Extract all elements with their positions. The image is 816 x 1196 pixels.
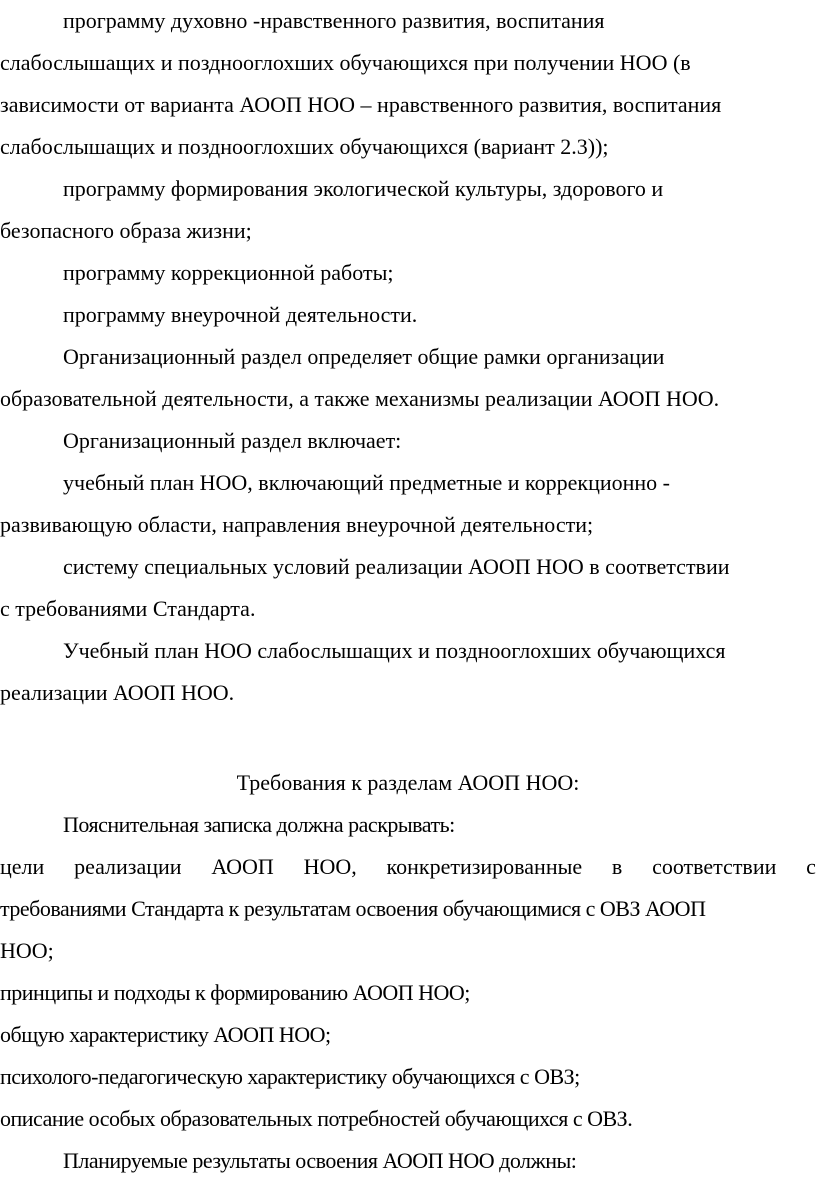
paragraph-line: Организационный раздел включает: — [63, 428, 402, 453]
section-heading: Требования к разделам АООП НОО: — [236, 770, 580, 795]
list-item: описание особых образовательных потребностей обучающихся с ОВЗ. — [0, 1106, 633, 1131]
paragraph-line: Учебный план НОО слабослышащих и позднооглохших обучающихся — [63, 638, 726, 663]
paragraph-line: программу духовно -нравственного развития, воспитания — [63, 8, 605, 33]
paragraph-line: с требованиями Стандарта. — [0, 596, 256, 621]
paragraph-line: безопасного образа жизни; — [0, 218, 252, 243]
word: соответствии — [652, 854, 777, 879]
paragraph-line: Пояснительная записка должна раскрывать: — [63, 812, 455, 837]
word: с — [806, 854, 816, 879]
paragraph-line: Планируемые результаты освоения АООП НОО должны: — [63, 1148, 577, 1173]
word: конкретизированные — [386, 854, 583, 879]
paragraph-line: программу формирования экологической культуры, здорового и — [63, 176, 664, 201]
paragraph-line: образовательной деятельности, а также механизмы реализации АООП НОО. — [0, 386, 720, 411]
justified-line — [0, 846, 816, 888]
paragraph-line: программу внеурочной деятельности. — [63, 302, 418, 327]
paragraph-line: слабослышащих и позднооглохших обучающихся (вариант 2.3)); — [0, 134, 609, 159]
paragraph-line: НОО; — [0, 938, 54, 963]
paragraph-line: систему специальных условий реализации АООП НОО в соответствии — [63, 554, 730, 579]
word: цели — [0, 854, 45, 879]
paragraph-line: слабослышащих и позднооглохших обучающихся при получении НОО (в — [0, 50, 691, 75]
paragraph-line: развивающую области, направления внеурочной деятельности; — [0, 512, 594, 537]
paragraph-line: Организационный раздел определяет общие рамки организации — [63, 344, 665, 369]
paragraph-line: зависимости от варианта АООП НОО – нравственного развития, воспитания — [0, 92, 722, 117]
word: НОО, — [303, 854, 357, 879]
paragraph-line: требованиями Стандарта к результатам освоения обучающимися с ОВЗ АООП — [0, 896, 706, 921]
paragraph-line: реализации АООП НОО. — [0, 680, 235, 705]
paragraph-line: учебный план НОО, включающий предметные и коррекционно - — [63, 470, 670, 495]
word: в — [611, 854, 623, 879]
list-item: психолого-педагогическую характеристику обучающихся с ОВЗ; — [0, 1064, 580, 1089]
word: АООП — [211, 854, 274, 879]
list-item: общую характеристику АООП НОО; — [0, 1022, 331, 1047]
word: реализации — [74, 854, 182, 879]
paragraph-line: программу коррекционной работы; — [63, 260, 394, 285]
list-item: принципы и подходы к формированию АООП НОО; — [0, 980, 470, 1005]
